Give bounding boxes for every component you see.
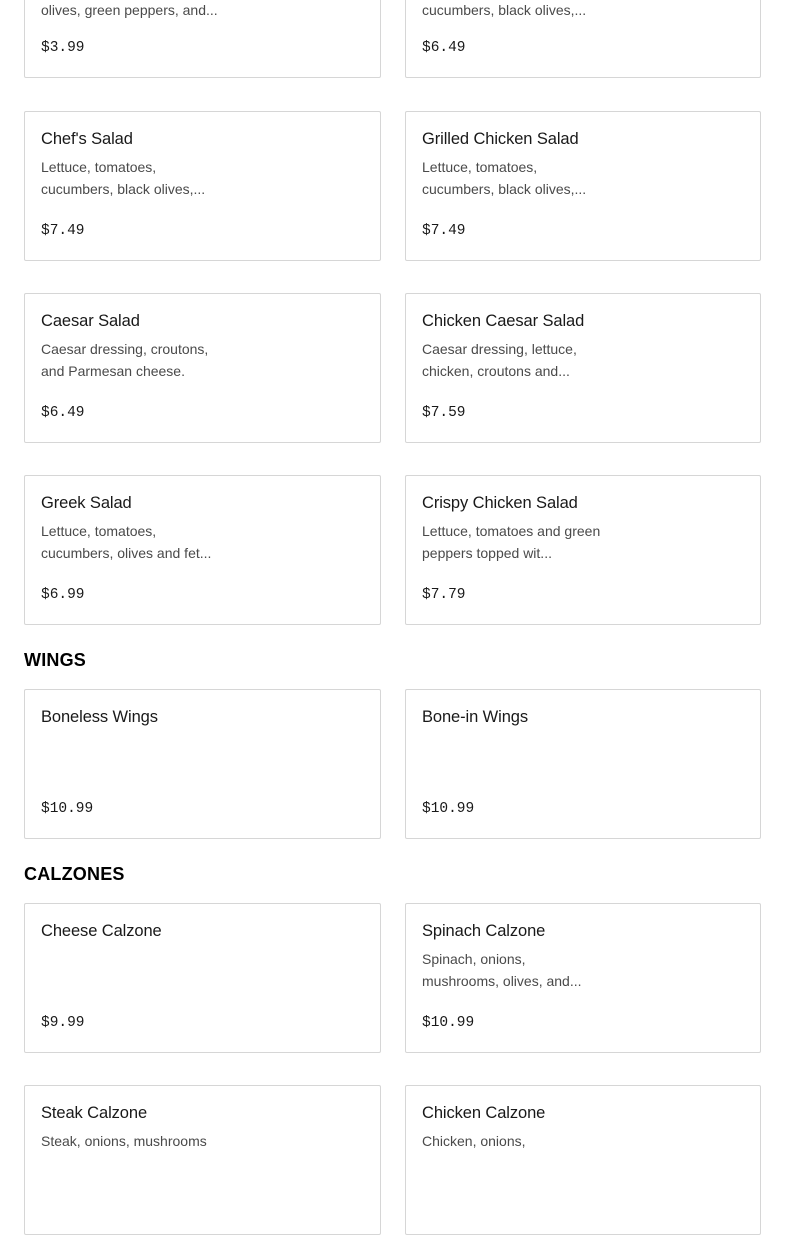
menu-item-price: $10.99	[422, 1015, 475, 1031]
menu-item-description: olives, green peppers, and...	[41, 2, 218, 18]
menu-item-description: Caesar dressing, lettuce, chicken, croutons and...	[422, 341, 577, 379]
section-title-wings: WINGS	[24, 650, 86, 670]
menu-item-price: $3.99	[41, 40, 85, 56]
menu-item-description: Lettuce, tomatoes and green peppers topped wit...	[422, 523, 601, 561]
menu-item-card[interactable]	[405, 1085, 761, 1235]
menu-item-price: $6.49	[41, 405, 85, 421]
menu-item-price: $7.59	[422, 405, 466, 421]
menu-item-price: $9.99	[41, 1015, 85, 1031]
menu-item-description: Steak, onions, mushrooms	[41, 1133, 207, 1149]
menu-item-name: Boneless Wings	[41, 708, 158, 726]
menu-item-name: Grilled Chicken Salad	[422, 130, 579, 148]
menu-item-description: Lettuce, tomatoes, cucumbers, olives and fet...	[41, 523, 212, 561]
menu-item-card[interactable]	[24, 689, 381, 839]
menu-item-price: $7.49	[41, 223, 85, 239]
section-title-calzones: CALZONES	[24, 864, 125, 884]
menu-item-name: Chicken Caesar Salad	[422, 312, 585, 330]
menu-item-card[interactable]	[24, 475, 381, 625]
menu-item-price: $7.79	[422, 587, 466, 603]
menu-item-card[interactable]	[405, 293, 761, 443]
menu-item-name: Bone-in Wings	[422, 708, 528, 726]
menu-item-name: Cheese Calzone	[41, 922, 162, 940]
menu-item-card[interactable]	[405, 0, 761, 78]
menu-item-price: $6.99	[41, 587, 85, 603]
menu-item-description: Spinach, onions, mushrooms, olives, and...	[422, 951, 582, 989]
menu-item-price: $10.99	[422, 801, 475, 817]
menu-item-card[interactable]	[24, 903, 381, 1053]
menu-item-description: cucumbers, black olives,...	[422, 2, 587, 18]
menu-item-description: Chicken, onions,	[422, 1133, 526, 1149]
menu-item-name: Caesar Salad	[41, 312, 140, 330]
menu-item-card[interactable]	[405, 903, 761, 1053]
menu-item-name: Crispy Chicken Salad	[422, 494, 578, 512]
menu-item-name: Chicken Calzone	[422, 1104, 546, 1122]
menu-item-card[interactable]	[24, 1085, 381, 1235]
menu-item-card[interactable]	[24, 0, 381, 78]
menu-item-name: Chef's Salad	[41, 130, 133, 148]
menu-item-card[interactable]	[405, 475, 761, 625]
menu-item-card[interactable]	[405, 111, 761, 261]
menu-item-card[interactable]	[24, 293, 381, 443]
menu-item-price: $7.49	[422, 223, 466, 239]
menu-item-price: $6.49	[422, 40, 466, 56]
menu-item-name: Steak Calzone	[41, 1104, 148, 1122]
menu-item-card[interactable]	[24, 111, 381, 261]
menu-item-description: Lettuce, tomatoes, cucumbers, black olives,...	[422, 159, 587, 197]
menu-item-description: Caesar dressing, croutons, and Parmesan cheese.	[41, 341, 209, 379]
menu-item-name: Spinach Calzone	[422, 922, 546, 940]
menu-item-price: $10.99	[41, 801, 94, 817]
menu-item-name: Greek Salad	[41, 494, 132, 512]
menu-item-card[interactable]	[405, 689, 761, 839]
menu-item-description: Lettuce, tomatoes, cucumbers, black olives,...	[41, 159, 206, 197]
